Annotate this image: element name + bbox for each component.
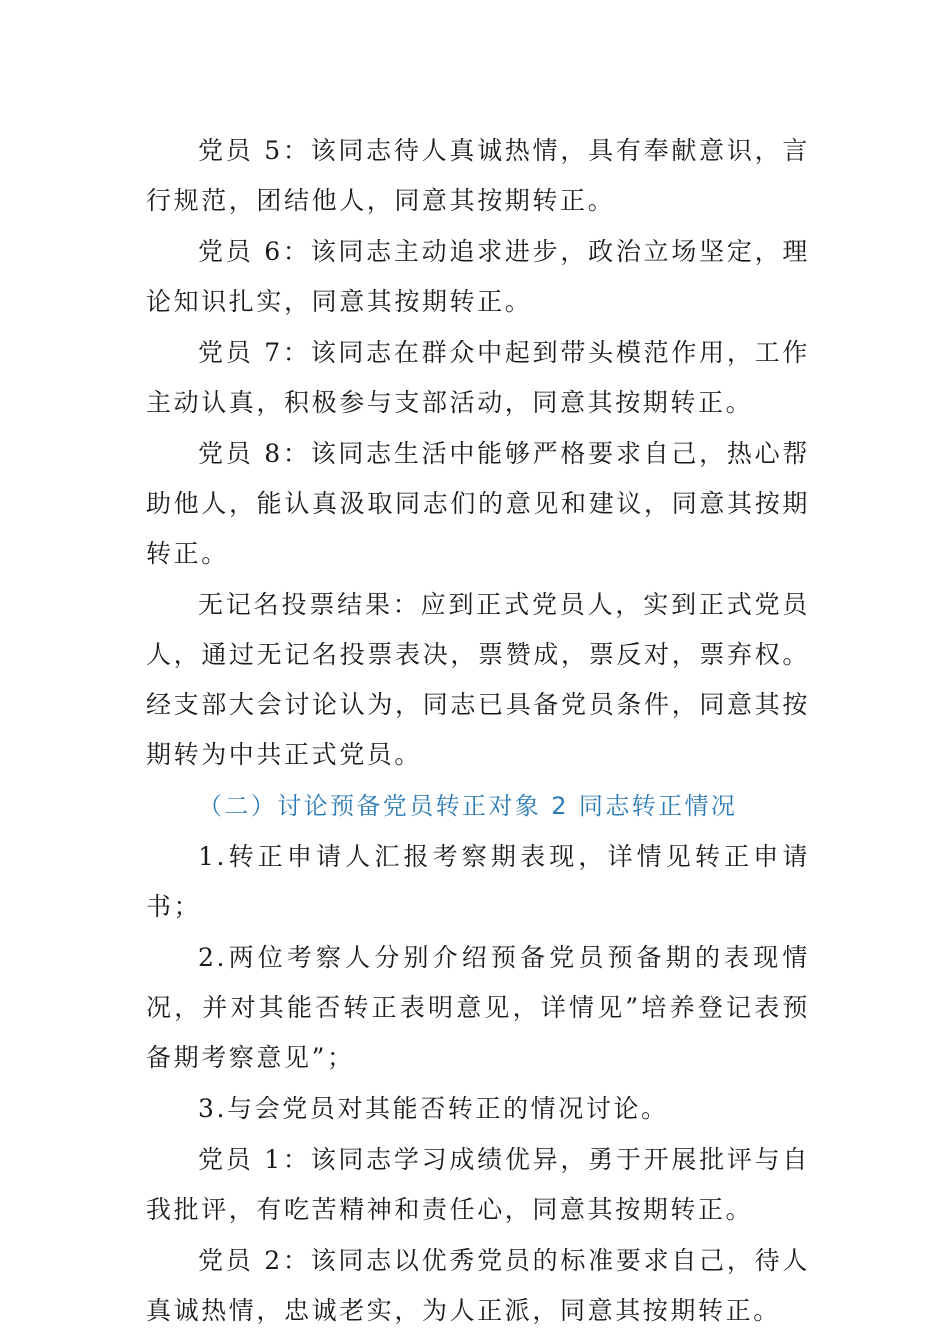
paragraph-member-6: 党员 6：该同志主动追求进步，政治立场坚定，理论知识扎实，同意其按期转正。 [146,237,810,316]
paragraph-member-5: 党员 5：该同志待人真诚热情，具有奉献意识，言行规范，团结他人，同意其按期转正。 [146,136,810,215]
paragraph-member-2: 党员 2：该同志以优秀党员的标准要求自己，待人真诚热情，忠诚老实，为人正派，同意其按期转正。 [146,1246,810,1325]
paragraph-member-1: 党员 1：该同志学习成绩优异，勇于开展批评与自我批评，有吃苦精神和责任心，同意其按期转正。 [146,1145,810,1224]
paragraph-step-3: 3.与会党员对其能否转正的情况讨论。 [198,1094,669,1123]
document-body [146,126,810,1337]
paragraph-step-2: 2.两位考察人分别介绍预备党员预备期的表现情况，并对其能否转正表明意见，详情见”培养登记表预备期考察意见”； [146,943,810,1072]
paragraph-member-8: 党员 8：该同志生活中能够严格要求自己，热心帮助他人，能认真汲取同志们的意见和建议，同意其按期转正。 [146,439,810,568]
paragraph-vote-result: 无记名投票结果：应到正式党员人，实到正式党员人，通过无记名投票表决，票赞成，票反对，票弃权。经支部大会讨论认为，同志已具备党员条件，同意其按期转为中共正式党员。 [146,590,810,769]
section-heading: （二）讨论预备党员转正对象 2 同志转正情况 [198,792,738,820]
paragraph-step-1: 1.转正申请人汇报考察期表现，详情见转正申请书； [146,842,810,921]
paragraph-member-7: 党员 7：该同志在群众中起到带头模范作用，工作主动认真，积极参与支部活动，同意其按期转正。 [146,338,810,417]
